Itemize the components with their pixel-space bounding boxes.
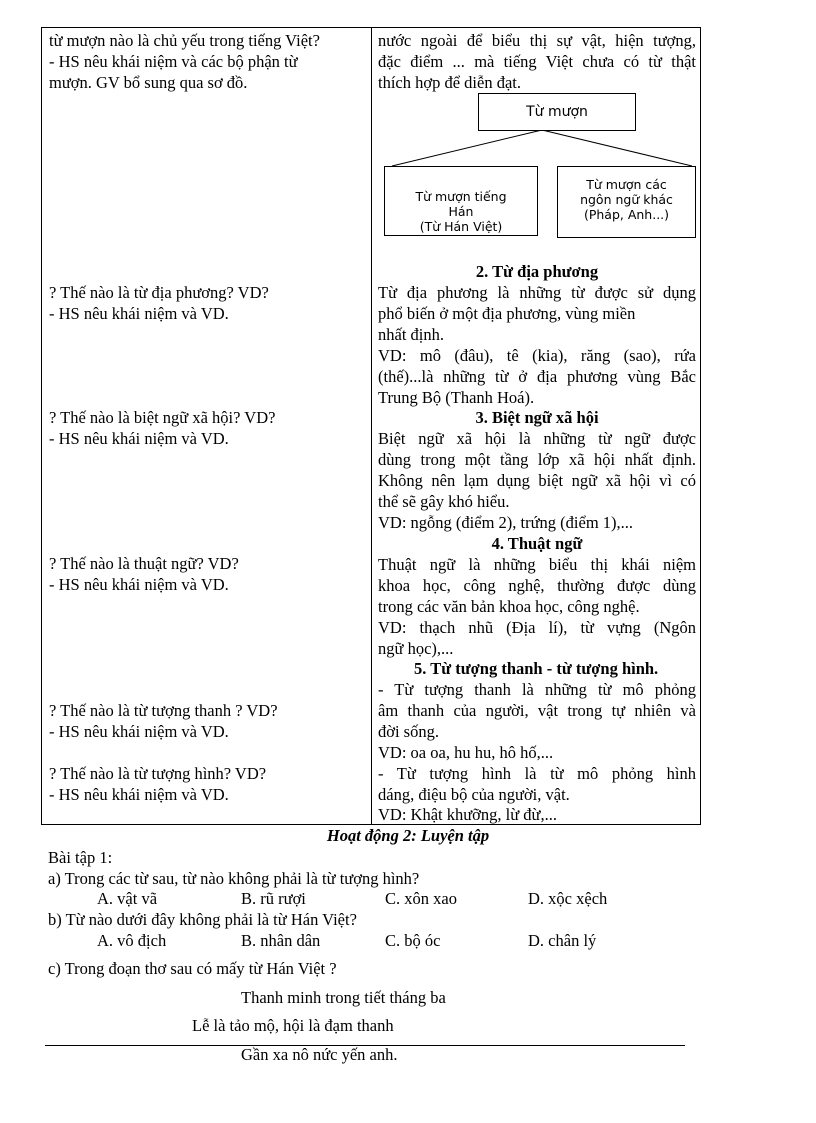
section-heading: 4. Thuật ngữ (491, 534, 583, 553)
content-line: Từ địa phương là những từ được sử dụng (378, 283, 696, 302)
diagram-label: (Pháp, Anh...) (583, 207, 670, 222)
content-line: đời sống. (378, 722, 439, 741)
question-c: c) Trong đoạn thơ sau có mấy từ Hán Việt ? (48, 959, 337, 978)
student-task: - HS nêu khái niệm và VD. (49, 722, 229, 741)
student-task: - HS nêu khái niệm và VD. (49, 304, 229, 323)
option-b: B. nhân dân (241, 931, 321, 950)
content-line: - Từ tượng thanh là những từ mô phỏng (378, 680, 696, 699)
content-line: VD: mô (đâu), tê (kia), răng (sao), rứa (378, 346, 696, 365)
option-c: C. bộ óc (385, 931, 441, 950)
option-a: A. vật vã (97, 889, 158, 908)
poem-line: Thanh minh trong tiết tháng ba (241, 988, 446, 1007)
option-c: C. xôn xao (385, 889, 457, 908)
content-line: trong các văn bản khoa học, công nghệ. (378, 597, 640, 616)
content-line: VD: ngỗng (điểm 2), trứng (điểm 1),... (378, 513, 634, 532)
poem-line: Gần xa nô nức yến anh. (241, 1045, 398, 1064)
section-heading: 5. Từ tượng thanh - từ tượng hình. (414, 659, 659, 678)
student-task: - HS nêu khái niệm và VD. (49, 429, 229, 448)
student-task: - HS nêu khái niệm và VD. (49, 575, 229, 594)
diagram-root-label: Từ mượn (526, 104, 588, 120)
content-line: thích hợp để diễn đạt. (378, 73, 521, 92)
student-task: - HS nêu khái niệm và VD. (49, 785, 229, 804)
content-line: VD: thạch nhũ (Địa lí), từ vựng (Ngôn (378, 618, 696, 637)
student-task: mượn. GV bổ sung qua sơ đồ. (49, 73, 248, 92)
question-text: ? Thế nào là từ địa phương? VD? (49, 283, 269, 302)
content-line: đặc điểm ... mà tiếng Việt chưa có từ thật (378, 52, 696, 71)
option-d: D. xộc xệch (528, 889, 608, 908)
activity-heading: Hoạt động 2: Luyện tập (326, 826, 490, 845)
content-line: phổ biến ở một địa phương, vùng miền (378, 304, 636, 323)
content-line: nước ngoài để biểu thị sự vật, hiện tượng, (378, 31, 696, 50)
content-line: thể sẽ gây khó hiểu. (378, 492, 510, 511)
question-text: ? Thế nào là từ tượng thanh ? VD? (49, 701, 278, 720)
question-text: ? Thế nào là biệt ngữ xã hội? VD? (49, 408, 276, 427)
diagram-label: Từ mượn tiếng (415, 189, 507, 204)
content-line: dùng trong một tầng lớp xã hội nhất định. (378, 450, 696, 469)
lesson-table (41, 27, 701, 825)
question-b: b) Từ nào dưới đây không phải là từ Hán Việt? (48, 910, 357, 929)
content-line: khoa học, công nghệ, thường được dùng (378, 576, 696, 595)
poem-line: Lễ là tảo mộ, hội là đạm thanh (192, 1016, 394, 1035)
student-task: - HS nêu khái niệm và các bộ phận từ (49, 52, 298, 71)
diagram-label: (Từ Hán Việt) (419, 219, 503, 234)
content-line: Biệt ngữ xã hội là những từ ngữ được (378, 429, 696, 448)
content-line: âm thanh của người, vật trong tự nhiên và (378, 701, 696, 720)
diagram-child-other (557, 166, 696, 238)
option-a: A. vô địch (97, 931, 167, 950)
section-heading: 2. Từ địa phương (475, 262, 599, 281)
option-d: D. chân lý (528, 931, 597, 950)
exercise-title: Bài tập 1: (48, 848, 113, 867)
content-line: nhất định. (378, 325, 444, 344)
diagram-label: Từ mượn các (586, 177, 667, 192)
diagram-root (478, 93, 636, 131)
diagram-child-han (384, 166, 538, 236)
content-line: Không nên lạm dụng biệt ngữ xã hội vì có (378, 471, 696, 490)
content-line: ngữ học),... (378, 639, 454, 658)
content-line: VD: Khật khưỡng, lừ đừ,... (378, 805, 558, 824)
content-line: - Từ tượng hình là từ mô phỏng hình (378, 764, 696, 783)
diagram-label: Hán (448, 204, 474, 219)
question-text: ? Thế nào là thuật ngữ? VD? (49, 554, 239, 573)
option-b: B. rũ rượi (241, 889, 306, 908)
content-line: dáng, điệu bộ của người, vật. (378, 785, 570, 804)
diagram-label: ngôn ngữ khác (580, 192, 673, 207)
question-a: a) Trong các từ sau, từ nào không phải là từ tượng hình? (48, 869, 420, 888)
content-line: Trung Bộ (Thanh Hoá). (378, 388, 535, 407)
content-line: (thế)...là những từ ở địa phương vùng Bắc (378, 367, 696, 386)
section-heading: 3. Biệt ngữ xã hội (475, 408, 599, 427)
question-text: từ mượn nào là chủ yếu trong tiếng Việt? (49, 31, 320, 50)
content-line: VD: oa oa, hu hu, hô hố,... (378, 743, 554, 762)
question-text: ? Thế nào là từ tượng hình? VD? (49, 764, 267, 783)
column-divider (371, 28, 372, 824)
content-line: Thuật ngữ là những biểu thị khái niệm (378, 555, 696, 574)
